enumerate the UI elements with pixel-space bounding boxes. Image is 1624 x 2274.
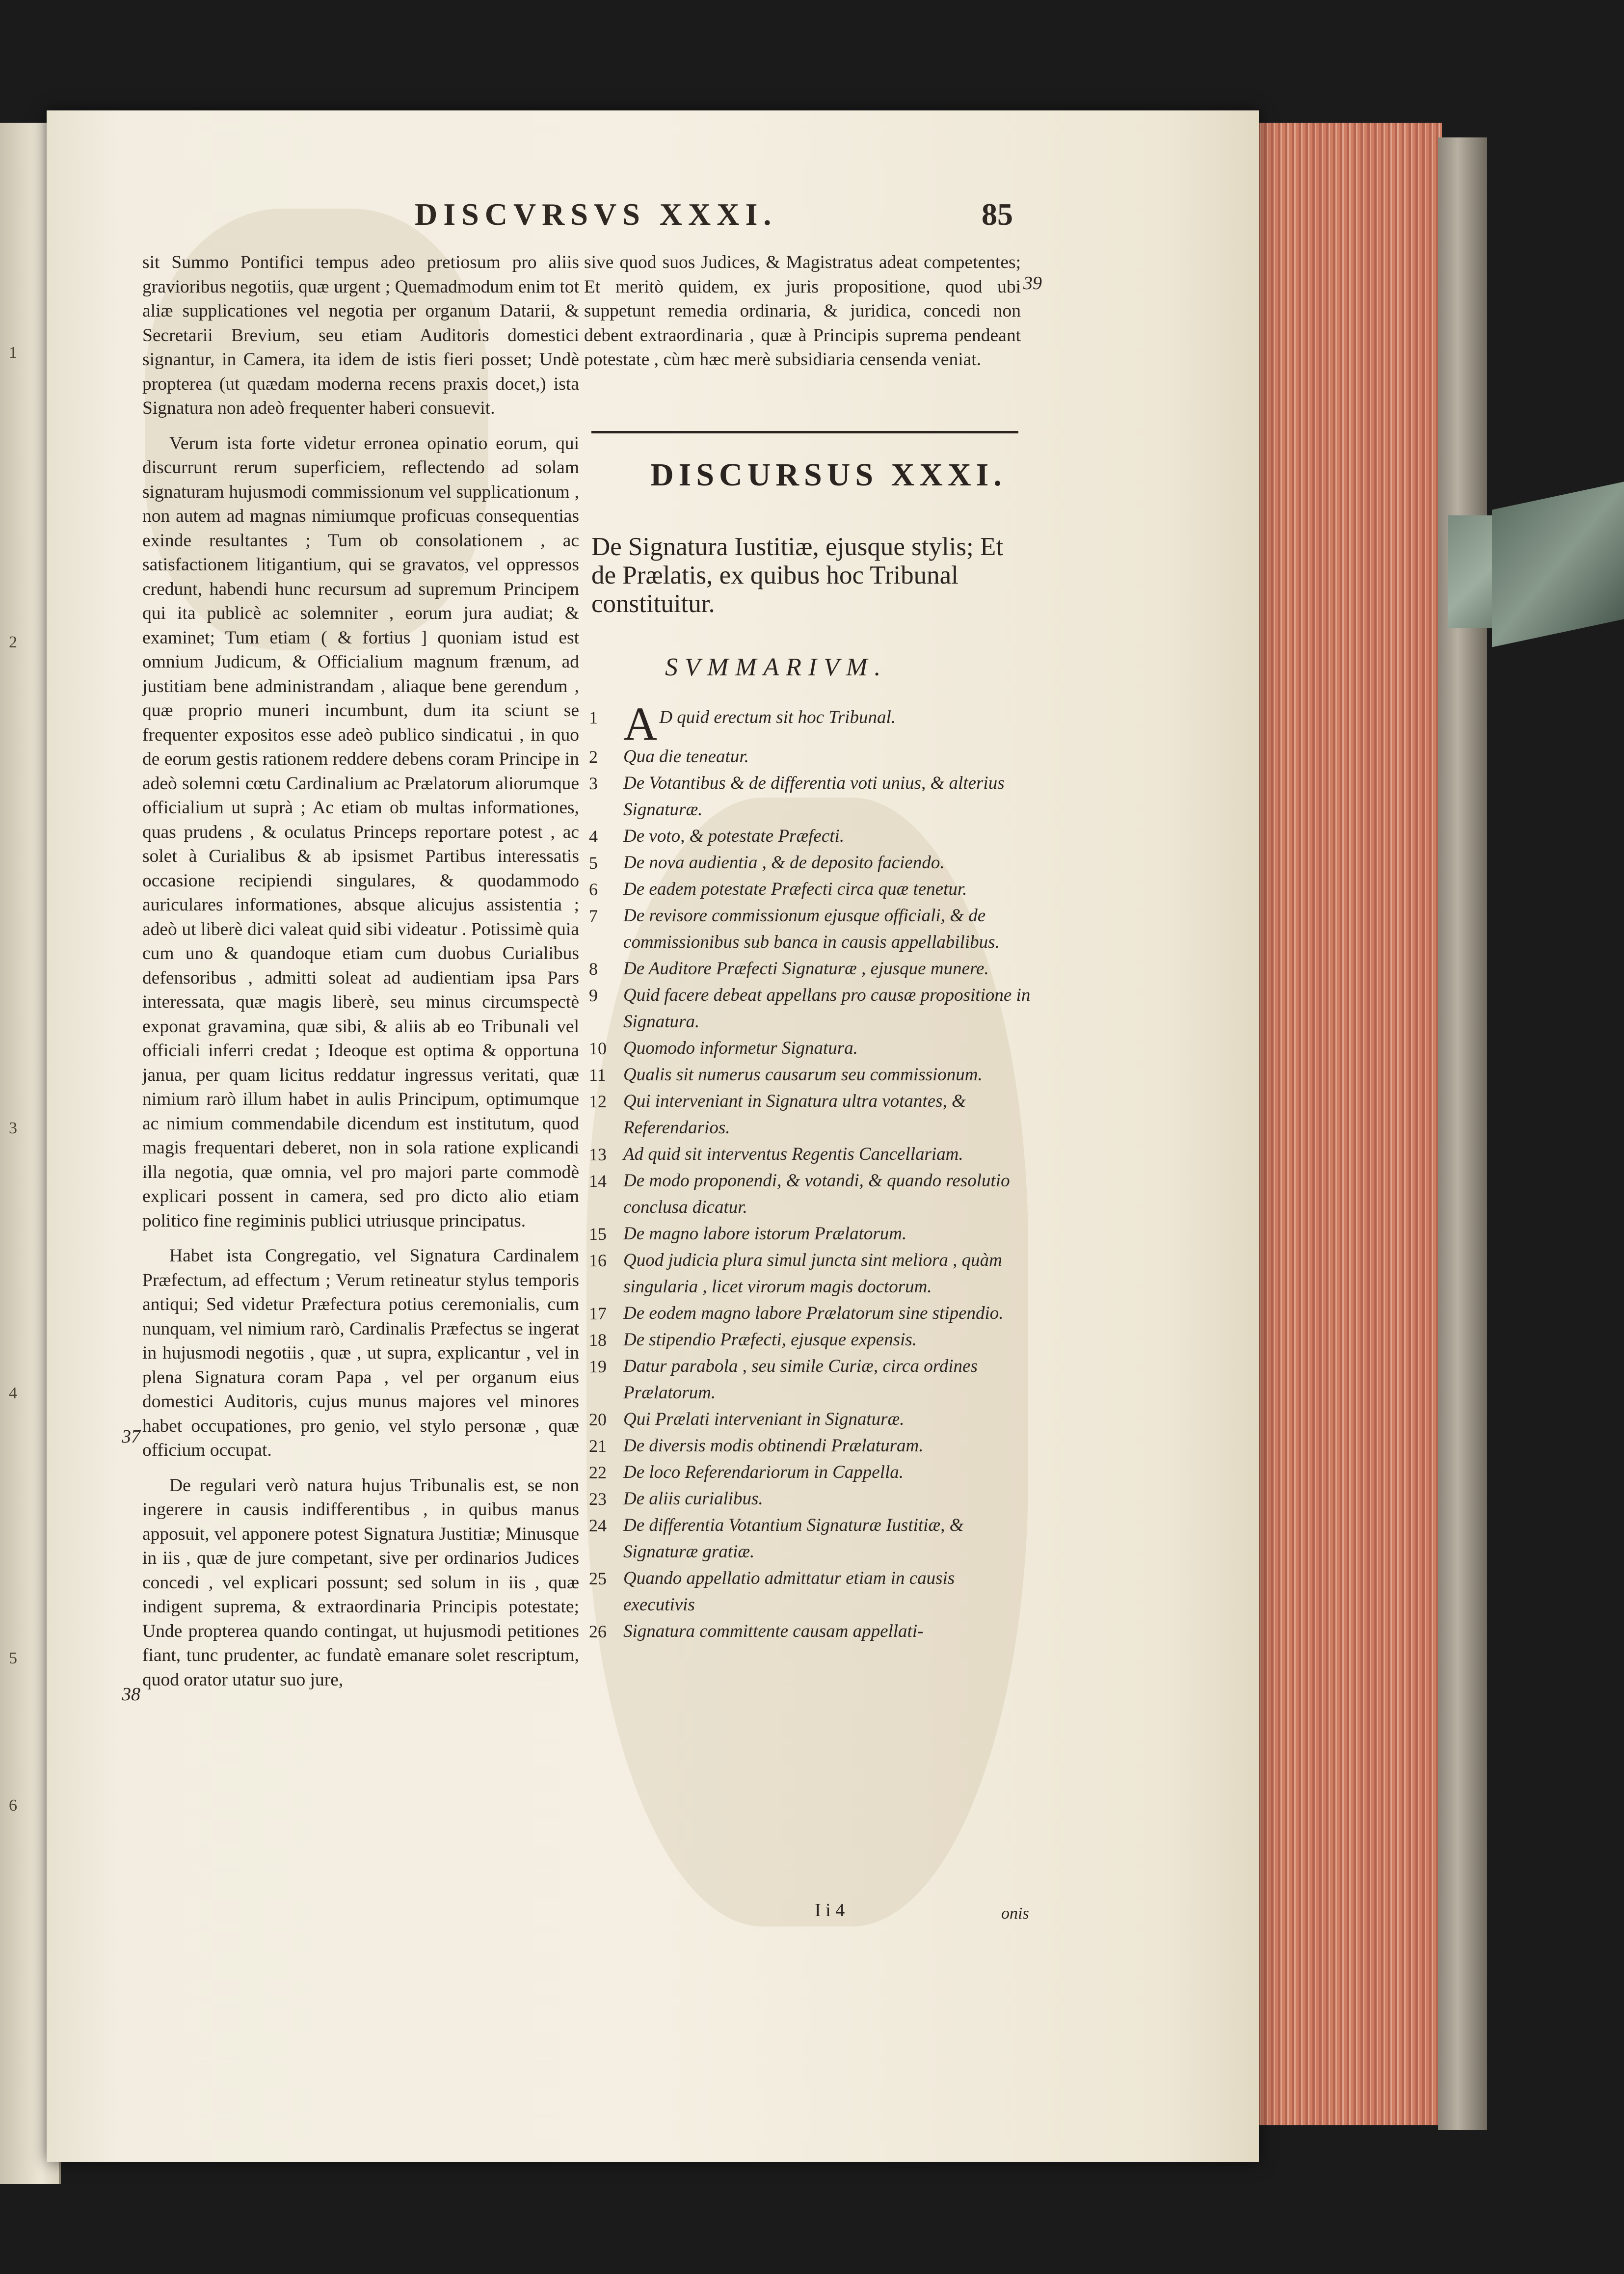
item-number: 21 — [589, 1436, 607, 1456]
paragraph: Habet ista Congregatio, vel Signatura Cardinalem Præfectum, ad effectum ; Verum retineatur stylus temporis antiqui; Sed videtur Præfectura potius ceremonialis, cum nunquam, vel nimium rarò, Cardinalis Præfectus se ingerat in hujusmodi negotiis , quæ , ut supra, explicantur , vel in plena Signatura coram Papa , vel per organum eius domestici Auditoris, cujus munus majores vel minores habet occupationes, pro genio, vel stylo personæ , quæ officium occupat. — [142, 1246, 579, 1460]
left-edge-number: 6 — [9, 1796, 17, 1815]
margin-note: 38 — [122, 1684, 140, 1705]
item-text: De differentia Votantium Signaturæ Iustitiæ, & Signaturæ gratiæ. — [623, 1515, 964, 1562]
item-text: De diversis modis obtinendi Prælaturam. — [623, 1436, 924, 1456]
summary-item — [589, 1062, 1031, 1088]
item-text: Datur parabola , seu simile Curiæ, circa ordines Prælatorum. — [623, 1356, 978, 1403]
summary-item — [589, 1168, 1031, 1221]
summary-item — [589, 1353, 1031, 1406]
summary-item — [589, 1141, 1031, 1168]
item-number: 9 — [589, 986, 598, 1005]
item-number: 11 — [589, 1065, 606, 1085]
item-number: 10 — [589, 1039, 607, 1058]
left-edge-number: 1 — [9, 344, 17, 362]
left-edge-number: 4 — [9, 1384, 17, 1402]
item-text: Qui Prælati interveniant in Signaturæ. — [623, 1409, 905, 1429]
item-number: 1 — [589, 708, 598, 727]
item-number: 18 — [589, 1330, 607, 1350]
discourse-subtitle: De Signatura Iustitiæ, ejusque stylis; Et de Prælatis, ex quibus hoc Tribunal constituitur. — [591, 533, 1004, 618]
item-text: De modo proponendi, & votandi, & quando resolutio conclusa dicatur. — [623, 1171, 1010, 1217]
item-number: 23 — [589, 1489, 607, 1509]
item-number: 5 — [589, 853, 598, 873]
item-number: 16 — [589, 1251, 607, 1270]
item-number: 4 — [589, 827, 598, 846]
item-number: 25 — [589, 1569, 607, 1588]
item-text: De eodem magno labore Prælatorum sine stipendio. — [623, 1303, 1004, 1323]
summary-item — [589, 744, 1031, 770]
summary-item — [589, 850, 1031, 876]
paragraph: sit Summo Pontifici tempus adeo pretiosum pro aliis gravioribus negotiis, quæ urgent ; Quemadmodum enim tot aliæ supplicationes vel negotia per organum Datarii, & Secretarii Brevium, seu etiam Auditoris domestici signantur, in Camera, ita idem de istis fieri posset; Undè propterea (ut quædam moderna recens praxis docet,) ista Signatura non adeò frequenter haberi consuevit. — [142, 252, 579, 418]
item-number: 15 — [589, 1224, 607, 1244]
summary-item — [589, 1300, 1031, 1327]
item-number: 7 — [589, 906, 598, 926]
left-edge-number: 3 — [9, 1119, 17, 1137]
margin-note: 39 — [1023, 273, 1042, 294]
summary-item — [589, 1327, 1031, 1353]
item-text: Qua die teneatur. — [623, 747, 749, 767]
item-number: 12 — [589, 1092, 607, 1111]
summary-item — [589, 982, 1031, 1035]
item-text: De eadem potestate Præfecti circa quæ tenetur. — [623, 879, 967, 899]
paragraph: De regulari verò natura hujus Tribunalis est, se non ingerere in causis indifferentibus , in quibus manus apposuit, vel apponere potest Signatura Justitiæ; Minusque in iis , quæ de jure competant, sive per ordinarios Judices concedi , vel explicari possunt; sed solum in iis , quæ indigent suprema, & extraordinaria Principis potestate; Unde propterea quando contingat, ut hujusmodi petitiones fiant, tunc prudenter, ac fundatè emanare solet rescriptum, quod orator utatur suo jure, — [142, 1475, 579, 1690]
summary-item — [589, 1618, 1031, 1645]
summary-item — [589, 1459, 1031, 1486]
summary-item — [589, 823, 1031, 850]
summary-item — [589, 1035, 1031, 1062]
margin-note: 37 — [122, 1426, 140, 1447]
right-text-opening: sive quod suos Judices, & Magistratus adeat competentes; Et meritò quidem, ex juris propositione, quod ubi suppetunt remedia ordinaria, & juridica, concedi non debent extraordinaria , quæ à Principis suprema pendeant potestate , cùm hæc merè subsidiaria censenda veniat. — [584, 252, 1021, 370]
summary-item — [589, 1406, 1031, 1433]
summary-item — [589, 697, 1031, 750]
page-number: 85 — [982, 197, 1013, 232]
summary-item — [589, 1221, 1031, 1247]
discourse-title: DISCURSUS XXXI. — [650, 457, 1007, 493]
item-text: D quid erectum sit hoc Tribunal. — [659, 707, 896, 727]
item-number: 13 — [589, 1145, 607, 1164]
left-edge-number: 5 — [9, 1649, 17, 1667]
drop-cap: A — [623, 697, 658, 750]
summary-item — [589, 1486, 1031, 1512]
paragraph: Verum ista forte videtur erronea opinatio eorum, qui discurrunt rerum superficiem, reflectendo ad solam signaturam hujusmodi commissionum vel supplicationum , non autem ad magnas nimiumque proficuas consequentias exinde resultantes ; Tum ob consolationem , ac satisfactionem litigantium, qui se gravatos, vel oppressos credunt, habendi hunc recursum ad supremum Principem qui ita publicè ac solemniter , eorum jura audiat; & examinet; Tum etiam ( & fortius ] quoniam istud est omnium Judicum, & Officialium magnum frænum, ad justitiam bene administrandam , aliaque bene gerendum , quæ proprio muneri incumbunt, dum ita sciunt se frequenter expositos esse adeò publico sindicatui , in quo de eorum gestis rationem reddere debens coram Principe in adeò solemni cœtu Cardinalium ac Prælatorum aliorumque officialium ut suprà ; Ac etiam ob multas informationes, quas prudens , & oculatus Princeps reportare potest , ac solet à Curialibus & ab ipsismet Partibus interessatis occasione recipiendi singulares, & quodammodo auriculares informationes, absque alicujus assistentia ; adeò ut liberè dici valeat quid sibi videatur . Potissimè quia cum uno & quandoque etiam cum duobus Curialibus defensoribus , admitti soleat ad audientiam ipsa Pars interessata, quæ magis liberè, seu minus circumspectè exponat gravamina, quæ sibi, & aliis ab eo Tribunali vel officiali inferri credat ; Ideoque est optima & opportuna janua, per quam licitus reddatur ingressus veritati, quæ nimium rarò illum habet in aulis Principum, optimumque ac nimium commendabile dicendum est institutum, quod magis frequentari deberet, non in sola ratione explicandi illa negotia, quæ omnia, vel pro majori parte commodè explicari possent in camera, sed pro dicto alio etiam politico fine regiminis publici utriusque principatus. — [142, 433, 579, 1231]
summary-list — [589, 697, 1031, 1645]
item-text: Quando appellatio admittatur etiam in causis executivis — [623, 1568, 955, 1615]
left-edge-number: 2 — [9, 633, 17, 651]
item-text: De aliis curialibus. — [623, 1489, 763, 1509]
summary-item — [589, 1088, 1031, 1141]
item-text: De Auditore Præfecti Signaturæ , ejusque munere. — [623, 959, 989, 979]
item-text: De nova audientia , & de deposito faciendo. — [623, 853, 945, 873]
signature-mark: I i 4 — [815, 1900, 845, 1921]
item-text: Qui interveniant in Signatura ultra votantes, & Referendarios. — [623, 1091, 966, 1138]
catchword: onis — [1001, 1904, 1029, 1923]
item-number: 2 — [589, 747, 598, 767]
book-cover-edge — [1438, 137, 1487, 2130]
summary-item — [589, 956, 1031, 982]
item-text: Ad quid sit interventus Regentis Cancellariam. — [623, 1144, 963, 1164]
summary-item — [589, 1433, 1031, 1459]
summary-item — [589, 903, 1031, 956]
left-text-column — [142, 250, 579, 1703]
summary-heading: SVMMARIVM. — [665, 653, 888, 681]
item-number: 8 — [589, 959, 598, 979]
section-rule — [591, 431, 1018, 433]
item-text: De loco Referendariorum in Cappella. — [623, 1462, 904, 1482]
item-number: 3 — [589, 774, 598, 793]
summary-item — [589, 770, 1031, 823]
item-text: De Votantibus & de differentia voti unius, & alterius Signaturæ. — [623, 773, 1005, 820]
item-text: De stipendio Præfecti, ejusque expensis. — [623, 1330, 917, 1350]
item-text: Qualis sit numerus causarum seu commissionum. — [623, 1065, 983, 1085]
item-text: Quid facere debeat appellans pro causæ propositione in Signatura. — [623, 985, 1031, 1032]
item-number: 6 — [589, 880, 598, 899]
item-number: 20 — [589, 1410, 607, 1429]
item-text: De voto, & potestate Præfecti. — [623, 826, 845, 846]
summary-item — [589, 1565, 1031, 1618]
item-text: Quod judicia plura simul juncta sint meliora , quàm singularia , licet virorum magis doctorum. — [623, 1250, 1002, 1297]
item-number: 19 — [589, 1357, 607, 1376]
item-number: 22 — [589, 1463, 607, 1482]
summary-item — [589, 1512, 1031, 1565]
summary-item — [589, 1247, 1031, 1300]
running-title: DISCVRSVS XXXI. — [415, 197, 777, 232]
item-number: 24 — [589, 1516, 607, 1535]
item-text: De magno labore istorum Prælatorum. — [623, 1224, 907, 1244]
item-number: 14 — [589, 1171, 607, 1191]
item-number: 26 — [589, 1622, 607, 1641]
item-text: Quomodo informetur Signatura. — [623, 1038, 858, 1058]
brass-clasp — [1492, 482, 1624, 647]
item-text: De revisore commissionum ejusque officiali, & de commissionibus sub banca in causis appellabilibus. — [623, 906, 1000, 952]
summary-item — [589, 876, 1031, 903]
item-text: Signatura committente causam appellati- — [623, 1621, 924, 1641]
item-number: 17 — [589, 1304, 607, 1323]
